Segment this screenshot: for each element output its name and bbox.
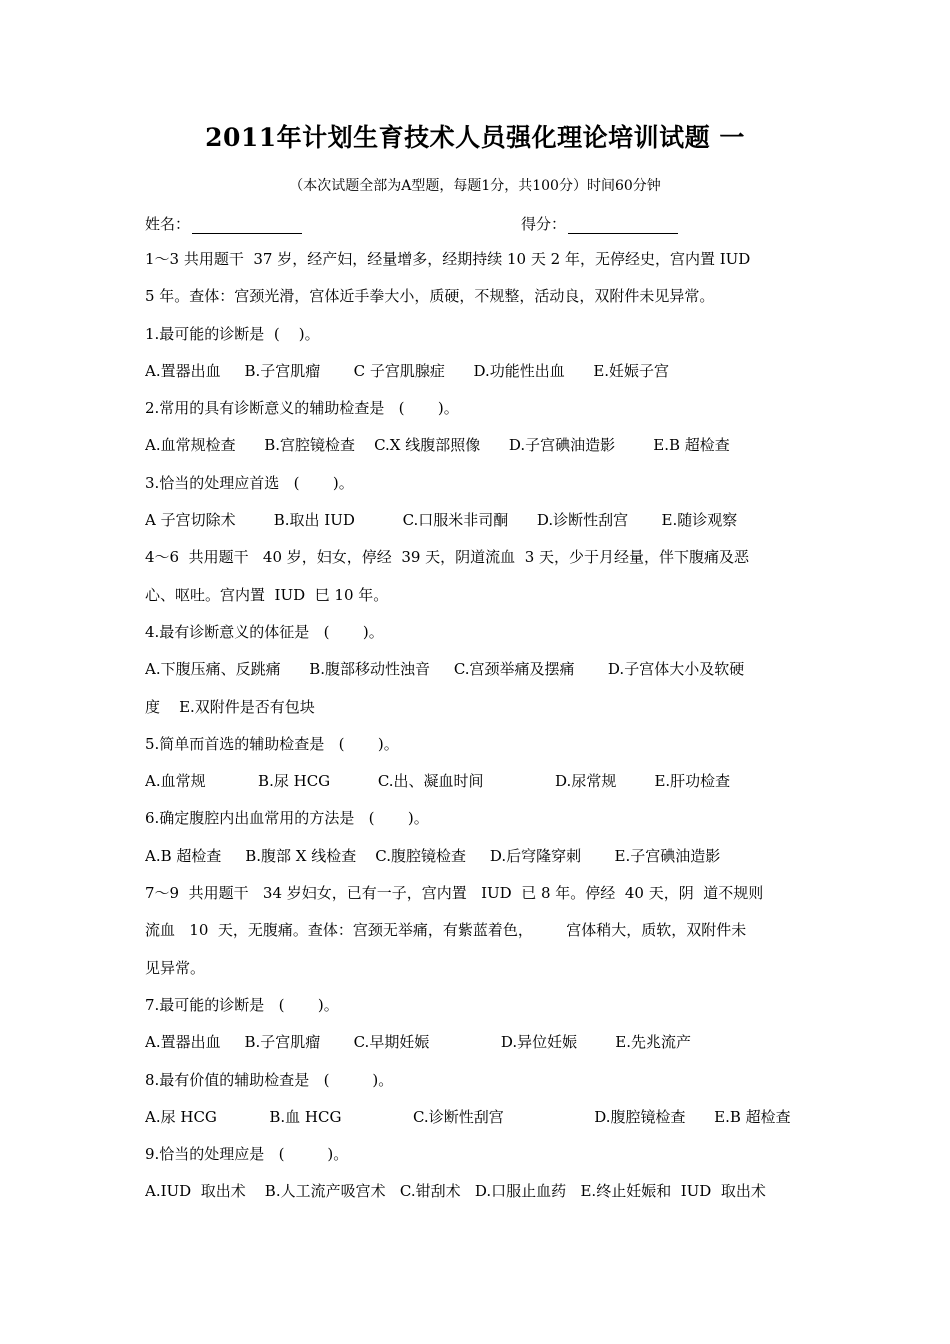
text-line: 7～9 共用题干 34 岁妇女，已有一子，宫内置 IUD 已 8 年。停经 40 天，阴 道不规则 [145, 884, 764, 903]
text-line: A.血常规 B.尿 HCG C.出、凝血时间 D.尿常规 E.肝功检查 [145, 772, 731, 791]
score-field [521, 213, 678, 234]
question-content [145, 241, 810, 1211]
page-title: 2011年计划生育技术人员强化理论培训试题 一 [205, 123, 745, 152]
score-label: 得分： [521, 215, 567, 233]
text-line: 9.恰当的处理应是 ( )。 [145, 1145, 349, 1164]
text-line: A.尿 HCG B.血 HCG C.诊断性刮宫 D.腹腔镜检查 E.B 超检查 [145, 1107, 791, 1126]
name-blank-line[interactable] [192, 219, 302, 234]
text-line: 见异常。 [145, 958, 206, 977]
text-line: 流血 10 天，无腹痛。查体：宫颈无举痛，有紫蓝着色， 宫体稍大，质软，双附件未 [145, 921, 747, 940]
text-line: 心、呕吐。宫内置 IUD 巳 10 年。 [145, 585, 389, 604]
text-line: A.置器出血 B.子宫肌瘤 C.早期妊娠 D.异位妊娠 E.先兆流产 [145, 1033, 691, 1052]
text-line: 5 年。查体：宫颈光滑，宫体近手拳大小，质硬，不规整，活动良，双附件未见异常。 [145, 287, 715, 306]
text-line: 度 E.双附件是否有包块 [145, 697, 315, 716]
text-line: 1.最可能的诊断是 ( )。 [145, 324, 320, 343]
text-line: 3.恰当的处理应首选 ( )。 [145, 473, 354, 492]
text-line: A.血常规检查 B.宫腔镜检查 C.X 线腹部照像 D.子宫碘油造影 E.B 超检查 [145, 436, 730, 455]
text-line: A 子宫切除术 B.取出 IUD C.口服米非司酮 D.诊断性刮宫 E.随诊观察 [145, 511, 738, 530]
name-field [145, 213, 302, 234]
text-line: A.下腹压痛、反跳痛 B.腹部移动性浊音 C.宫颈举痛及摆痛 D.子宫体大小及软硬 [145, 660, 745, 679]
text-line: 7.最可能的诊断是 ( )。 [145, 995, 339, 1014]
text-line: 4～6 共用题干 40 岁，妇女，停经 39 天，阴道流血 3 天，少于月经量，伴下腹痛及恶 [145, 548, 750, 567]
text-line: 5.简单而首选的辅助检查是 ( )。 [145, 734, 399, 753]
score-blank-line[interactable] [568, 219, 678, 234]
text-line: 6.确定腹腔内出血常用的方法是 ( )。 [145, 809, 429, 828]
text-line: A.IUD 取出术 B.人工流产吸宫术 C.钳刮术 D.口服止血药 E.终止妊娠和 IUD 取出术 [145, 1182, 766, 1201]
text-line: 4.最有诊断意义的体征是 ( )。 [145, 622, 384, 641]
page-subtitle: （本次试题全部为A型题，每题1分，共100分）时间60分钟 [289, 178, 661, 194]
text-line: A.置器出血 B.子宫肌瘤 C 子宫肌腺症 D.功能性出血 E.妊娠子宫 [145, 361, 670, 380]
text-line: 1～3 共用题干 37 岁，经产妇，经量增多，经期持续 10 天 2 年，无停经史，宫内置 IUD [145, 250, 751, 268]
text-line: 2.常用的具有诊断意义的辅助检查是 ( )。 [145, 399, 459, 418]
name-label: 姓名： [145, 215, 191, 233]
text-line: A.B 超检查 B.腹部 X 线检查 C.腹腔镜检查 D.后穹隆穿刺 E.子宫碘油造影 [145, 846, 721, 865]
text-line: 8.最有价值的辅助检查是 ( )。 [145, 1070, 394, 1089]
